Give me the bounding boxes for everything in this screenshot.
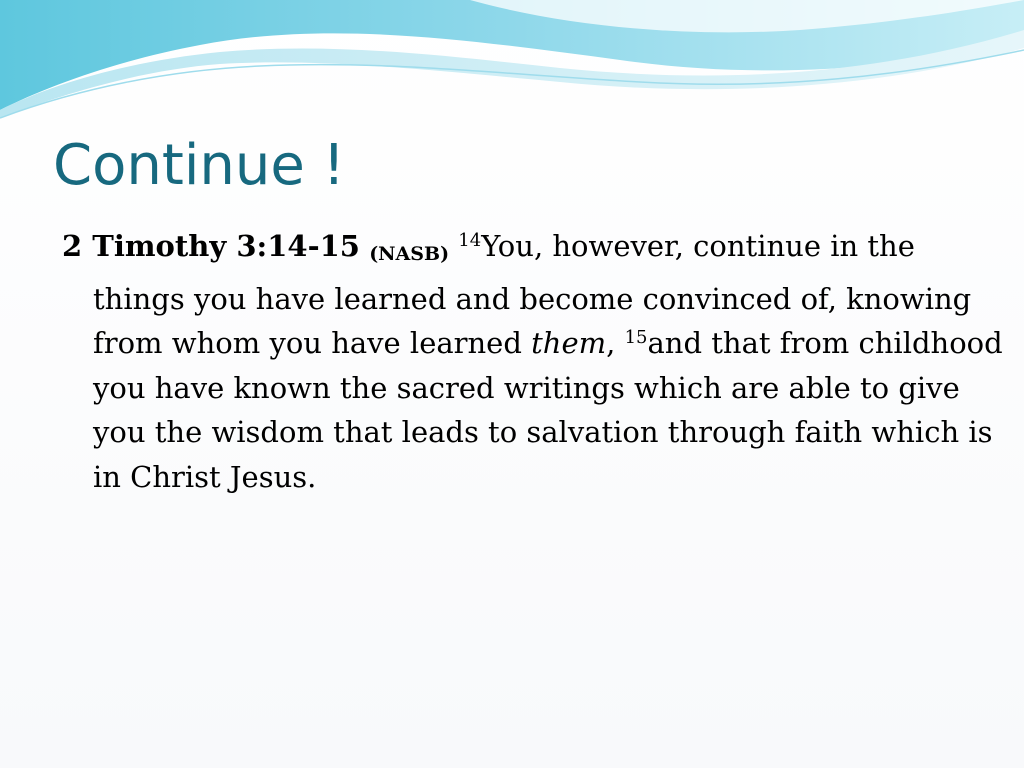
verse-14-italic-word: them [531,326,607,360]
slide-title: Continue ! [53,133,346,198]
scripture-reference: 2 Timothy 3:14-15 [62,229,360,263]
header-wave-decoration [0,0,1024,130]
verse-number-14: 14 [458,230,482,251]
verse-14-end: , [606,326,625,360]
bible-version: (NASB) [369,243,450,265]
scripture-paragraph [62,224,1003,499]
verse-15-text: and that from childhood you have known the sacred writings which are able to give you the wisdom that leads to salvation through faith which is in Christ Jesus. [93,326,1003,494]
verse-14-text: You, however, continue in the things you have learned and become convinced of, knowing from whom you have learned [93,229,972,360]
verse-number-15: 15 [624,327,648,348]
